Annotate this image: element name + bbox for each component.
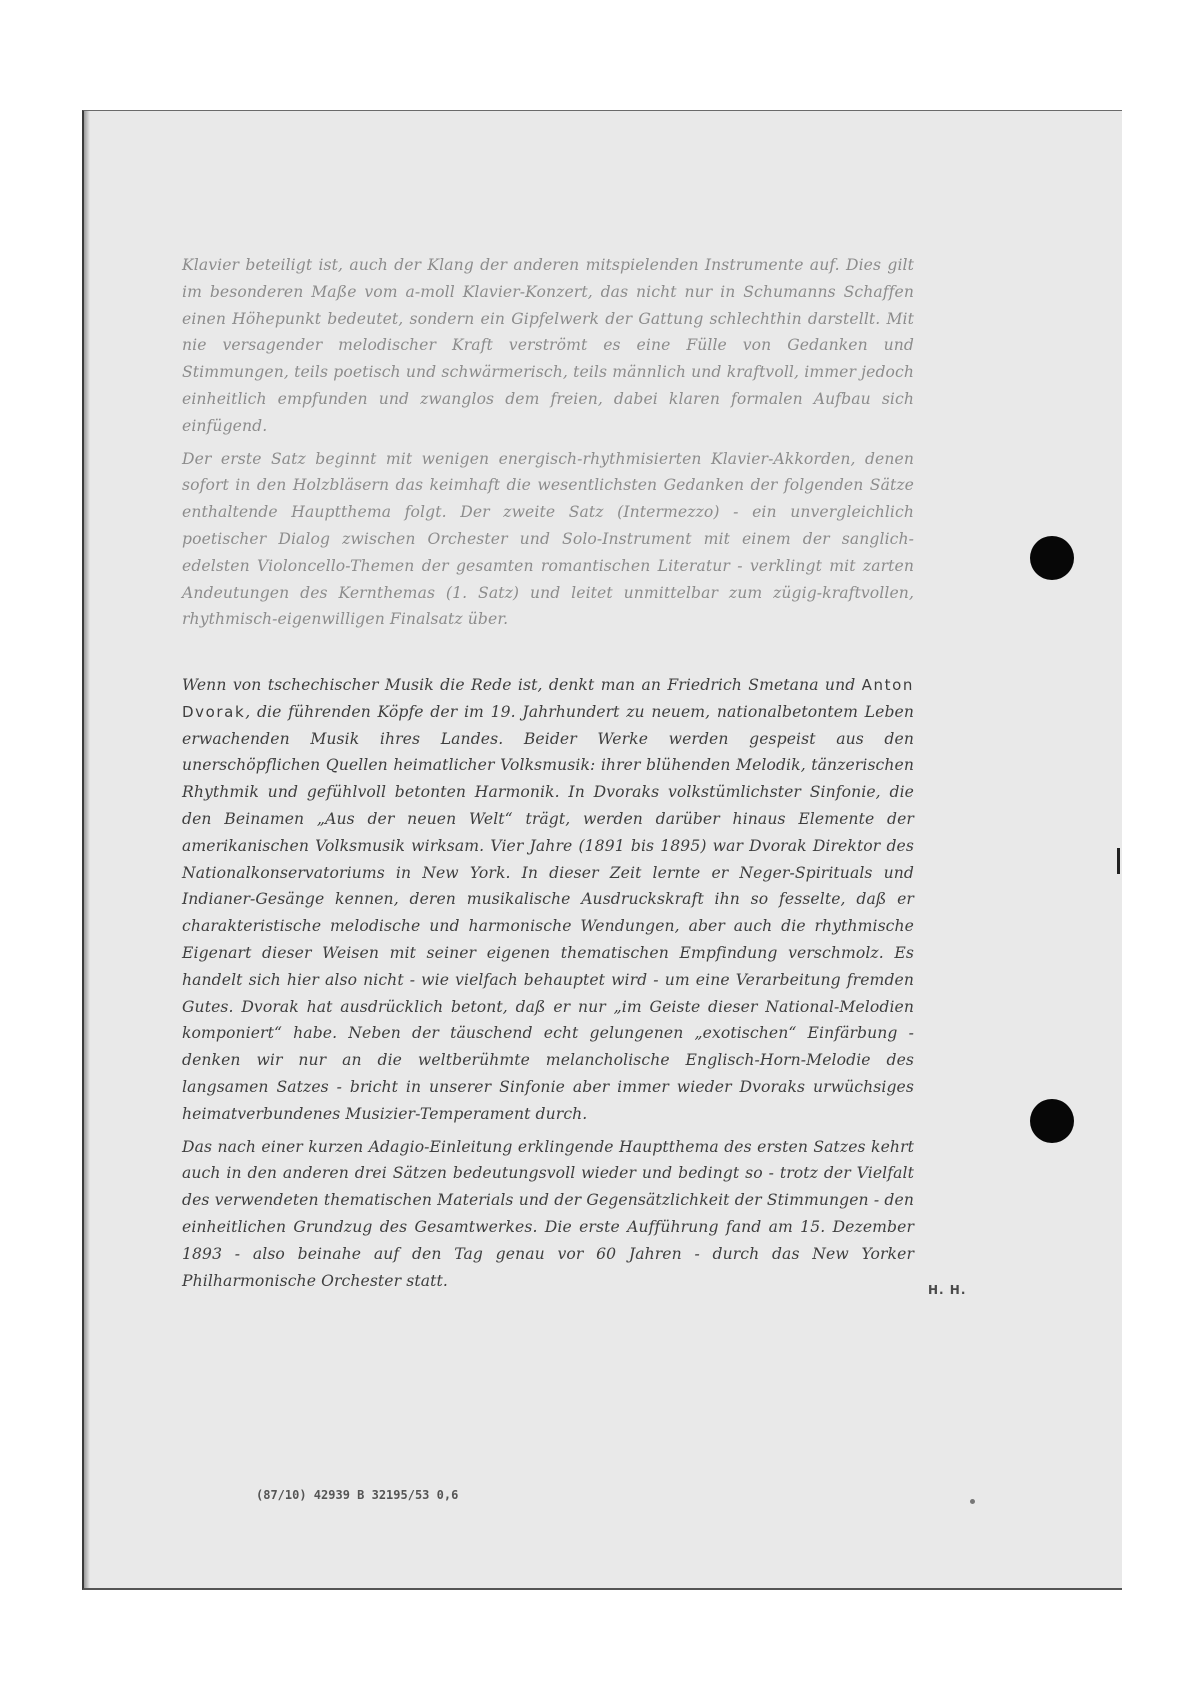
premiere-paragraph: Das nach einer kurzen Adagio-Einleitung erklingende Hauptthema des ersten Satzes kehrt auch in den anderen drei Sätzen bedeutungsvoll wieder und bedingt so - trotz der Vielfalt des verwendeten thematischen Materials und der Gegensätzlichkeit der Stimmungen - den einheitlichen Grundzug des Gesamtwerkes. Die erste Aufführung fand am 15. Dezember 1893 - also beinahe auf den Tag genau vor 60 Jahren - durch das New Yorker Philharmonische Orchester statt. <box>182 1137 914 1290</box>
schumann-paragraph: Klavier beteiligt ist, auch der Klang der anderen mitspielenden Instrumente auf. Dies gilt im besonderen Maße vom a-moll Klavier-Konzert, das nicht nur in Schumanns Schaffen einen Höhepunkt bedeutet, sondern ein Gipfelwerk der Gattung schlechthin darstellt. Mit nie versagender melodischer Kraft verströmt es eine Fülle von Gedanken und Stimmungen, teils poetisch und schwärmerisch, teils männlich und kraftvoll, immer jedoch einheitlich empfunden und zwanglos dem freien, dabei klaren formalen Aufbau sich einfügend. <box>182 256 914 435</box>
author-initials: H. H. <box>928 1283 967 1297</box>
dvorak-body-text: , die führenden Köpfe der im 19. Jahrhundert zu neuem, nationalbetontem Leben erwachenden Musik ihres Landes. Beider Werke werden gespeist aus den unerschöpflichen Quellen heimatlicher Volksmusik: ihrer blühenden Melodik, tänzerischen Rhythmik und gefühlvoll betonten Harmonik. In Dvoraks volkstümlichster Sinfonie, die den Beinamen „Aus der neuen Welt“ trägt, werden darüber hinaus Elemente der amerikanischen Volksmusik wirksam. Vier Jahre (1891 bis 1895) war Dvorak Direktor des Nationalkonservatoriums in New York. In dieser Zeit lernte er Neger-Spirituals und Indianer-Gesänge kennen, deren musikalische Ausdruckskraft ihn so fesselte, daß er charakteristische melodische und harmonische Wendungen, aber auch die rhythmische Eigenart dieser Weisen mit seiner eigenen thematischen Empfindung verschmolz. Es handelt sich hier also nicht - wie vielfach behauptet wird - um eine Verarbeitung fremden Gutes. Dvorak hat ausdrücklich betont, daß er nur „im Geiste dieser National-Melodien komponiert“ habe. Neben der täuschend echt gelungenen „exotischen“ Einfärbung - denken wir nur an die weltberühmte melancholische Englisch-Horn-Melodie des langsamen Satzes - bricht in unserer Sinfonie aber immer wieder Dvoraks urwüchsiges heimatverbundenes Musizier-Temperament durch. <box>182 702 914 1123</box>
dvorak-text-section <box>182 672 914 1300</box>
print-code: (87/10) 42939 B 32195/53 0,6 <box>256 1488 459 1502</box>
concerto-movements-paragraph: Der erste Satz beginnt mit wenigen energisch-rhythmisierten Klavier-Akkorden, denen sofort in den Holzbläsern das keimhaft die wesentlichsten Gedanken der folgenden Sätze enthaltende Hauptthema folgt. Der zweite Satz (Intermezzo) - ein unvergleichlich poetischer Dialog zwischen Orchester und Solo-Instrument mit einem der sanglich-edelsten Violoncello-Themen der gesamten romantischen Literatur - verklingt mit zarten Andeutungen des Kernthemas (1. Satz) und leitet unmittelbar zum zügig-kraftvollen, rhythmisch-eigenwilligen Finalsatz über. <box>182 449 914 629</box>
punch-hole-lower <box>1030 1099 1074 1143</box>
composer-name: Anton Dvorak <box>182 676 915 721</box>
punch-hole-upper <box>1030 536 1074 580</box>
faded-text-section <box>182 252 914 639</box>
page-shadow-edge <box>84 111 90 1588</box>
paper-speck <box>970 1499 975 1504</box>
dvorak-intro-text: Wenn von tschechischer Musik die Rede ist, denkt man an Friedrich Smetana und <box>182 676 856 694</box>
dvorak-paragraph <box>182 672 914 1128</box>
page-edge-mark <box>1117 848 1120 874</box>
